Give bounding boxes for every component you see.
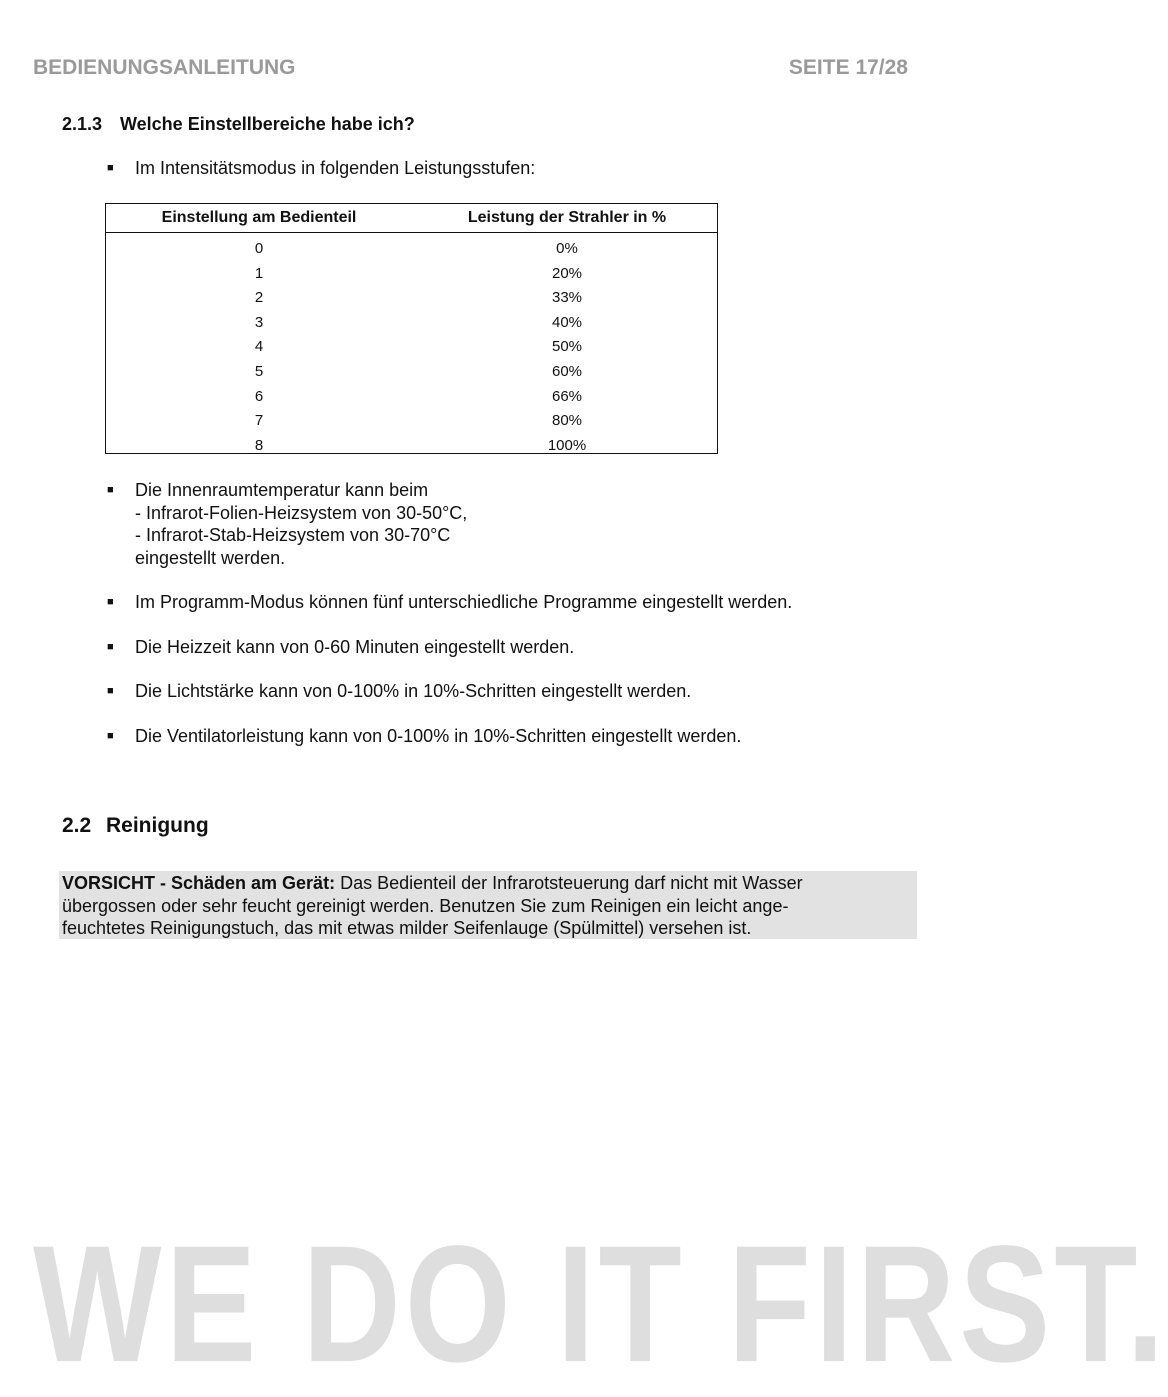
table-cell-power: 0% [556,240,578,257]
table-cell-setting: 3 [254,313,264,331]
caution-line: feuchtetes Reinigungstuch, das mit etwas milder Seifenlauge (Spülmittel) versehen ist. [62,918,752,938]
header-page-number: SEITE 17/28 [788,56,908,79]
caution-line [62,872,914,895]
table-cell-setting: 6 [254,387,264,405]
table-header-setting: Einstellung am Bedienteil [161,209,357,226]
temperature-line: eingestellt werden. [135,547,286,568]
table-row [106,334,717,359]
table-cell-power: 50% [551,338,583,356]
list-item [107,680,691,703]
table-header-power: Leistung der Strahler in % [467,209,667,226]
section-number: 2.1.3 [62,114,103,134]
bullet-square-icon: ■ [107,641,114,653]
table-cell-power: 20% [551,264,583,282]
table-row [106,384,717,409]
list-item [107,636,574,659]
temperature-line: - Infrarot-Folien-Heizsystem von 30-50°C, [135,502,468,523]
bullet-square-icon: ■ [107,730,114,742]
bullet-text-intensity: Im Intensitätsmodus in folgenden Leistungsstufen: [135,158,536,178]
list-item [107,725,741,748]
power-levels-table [105,203,718,454]
table-cell-setting: 8 [254,436,264,454]
bullet-square-icon: ■ [107,685,114,697]
table-cell-setting: 2 [254,289,264,307]
section-title: Reinigung [106,814,209,837]
table-cell-power: 100% [547,436,587,454]
temperature-line: - Infrarot-Stab-Heizsystem von 30-70°C [135,525,451,545]
table-cell-power: 80% [551,412,583,430]
table-row [106,236,717,261]
bullet-text-fan: Die Ventilatorleistung kann von 0-100% in 10%-Schritten eingestellt werden. [135,726,742,746]
bullet-square-icon: ■ [107,162,114,174]
table-cell-setting: 1 [254,264,264,282]
table-cell-setting: 7 [254,412,264,430]
list-item [107,157,535,180]
slogan-watermark: WE DO IT FIRST. [33,1212,1168,1397]
caution-box [59,871,917,939]
section-number: 2.2 [62,814,92,837]
caution-line: übergossen oder sehr feucht gereinigt werden. Benutzen Sie zum Reinigen ein leicht ange- [62,895,789,916]
table-row [106,310,717,335]
table-cell-power: 60% [551,363,583,380]
bullet-text-heating-time: Die Heizzeit kann von 0-60 Minuten eingestellt werden. [135,637,575,657]
table-cell-setting: 4 [254,338,264,356]
table-cell-power: 40% [551,313,583,331]
section-heading-cleaning [62,814,209,838]
temperature-line: Die Innenraumtemperatur kann beim [135,480,429,500]
bullet-square-icon: ■ [107,596,114,608]
bullet-text-programs: Im Programm-Modus können fünf unterschiedliche Programme eingestellt werden. [135,592,793,612]
table-row [106,261,717,286]
caution-text: Das Bedienteil der Infrarotsteuerung darf nicht mit Wasser [335,873,803,893]
table-cell-setting: 0 [254,240,264,257]
header-manual-title: BEDIENUNGSANLEITUNG [33,56,296,79]
table-cell-setting: 5 [254,363,264,380]
table-cell-power: 66% [551,387,583,405]
table-row [106,408,717,433]
table-header [106,204,717,233]
list-item [107,591,792,614]
section-title: Welche Einstellbereiche habe ich? [120,114,415,134]
bullet-square-icon: ■ [107,484,114,496]
table-row [106,433,717,458]
bullet-text-light: Die Lichtstärke kann von 0-100% in 10%-Schritten eingestellt werden. [135,681,692,701]
table-row [106,285,717,310]
section-heading [62,114,415,135]
list-item [107,479,467,569]
table-cell-power: 33% [551,289,583,307]
caution-label: VORSICHT - Schäden am Gerät: [62,873,336,893]
bullet-text-temperature [135,479,467,569]
table-row [106,359,717,384]
